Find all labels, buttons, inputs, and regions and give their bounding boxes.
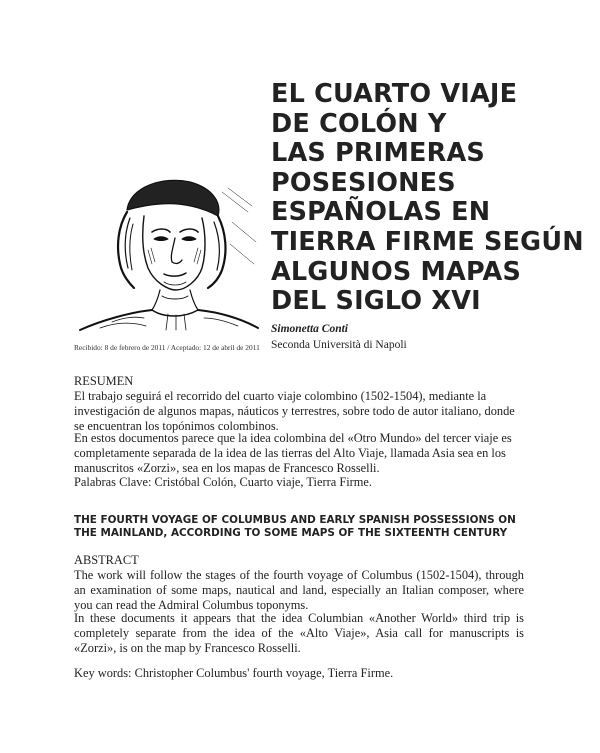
article-title <box>271 79 584 317</box>
title-line: DEL SIGLO XVI <box>271 286 481 317</box>
author-name: Simonetta Conti <box>271 323 349 335</box>
title-line: ESPAÑOLAS EN <box>271 197 491 228</box>
portrait-engraving <box>72 172 262 332</box>
author-affiliation: Seconda Università di Napoli <box>271 339 407 351</box>
abstract-keywords: Key words: Christopher Columbus' fourth voyage, Tierra Firme. <box>74 666 394 680</box>
title-line: TIERRA FIRME SEGÚN <box>271 226 584 257</box>
abstract-paragraph-2: In these documents it appears that the idea Columbian «Another World» third trip is completely separate from the idea of the «Alto Viaje», Asia call for manuscripts is «Zorzi», is on the map by Francesco Rosselli. <box>74 611 524 655</box>
english-title <box>74 514 534 540</box>
resumen-paragraph-1: El trabajo seguirá el recorrido del cuarto viaje colombino (1502-1504), mediante la investigación de algunos mapas, náuticos y terrestres, sobre todo de autor italiano, donde se encuentran los topónimos colombinos. <box>74 389 515 433</box>
english-title-line: THE FOURTH VOYAGE OF COLUMBUS AND EARLY SPANISH POSSESSIONS ON <box>74 514 516 526</box>
abstract-heading: ABSTRACT <box>74 553 139 567</box>
title-line: DE COLÓN Y <box>271 108 447 139</box>
resumen-paragraph-2: En estos documentos parece que la idea colombina del «Otro Mundo» del tercer viaje es completamente separada de la idea de las tierras del Alto Viaje, llamada Asia sea en los manuscritos «Zorzi», sea en los mapas de Francesco Rosselli. <box>74 431 512 475</box>
title-line: POSESIONES <box>271 167 456 198</box>
title-line: LAS PRIMERAS <box>271 138 485 169</box>
abstract-paragraph-1: The work will follow the stages of the fourth voyage of Columbus (1502-1504), through an examination of some maps, nautical and land, especially an Italian composer, where you can read the Admiral Columbus toponyms. <box>74 568 524 612</box>
resumen-heading: RESUMEN <box>74 374 134 388</box>
title-line: EL CUARTO VIAJE <box>271 79 518 109</box>
title-line: ALGUNOS MAPAS <box>271 256 522 287</box>
resumen-keywords: Palabras Clave: Cristóbal Colón, Cuarto viaje, Tierra Firme. <box>74 475 373 489</box>
english-title-line: THE MAINLAND, ACCORDING TO SOME MAPS OF THE SIXTEENTH CENTURY <box>74 527 508 539</box>
received-accepted-dates: Recibido: 8 de febrero de 2011 / Aceptado: 12 de abril de 2011 <box>74 343 260 352</box>
